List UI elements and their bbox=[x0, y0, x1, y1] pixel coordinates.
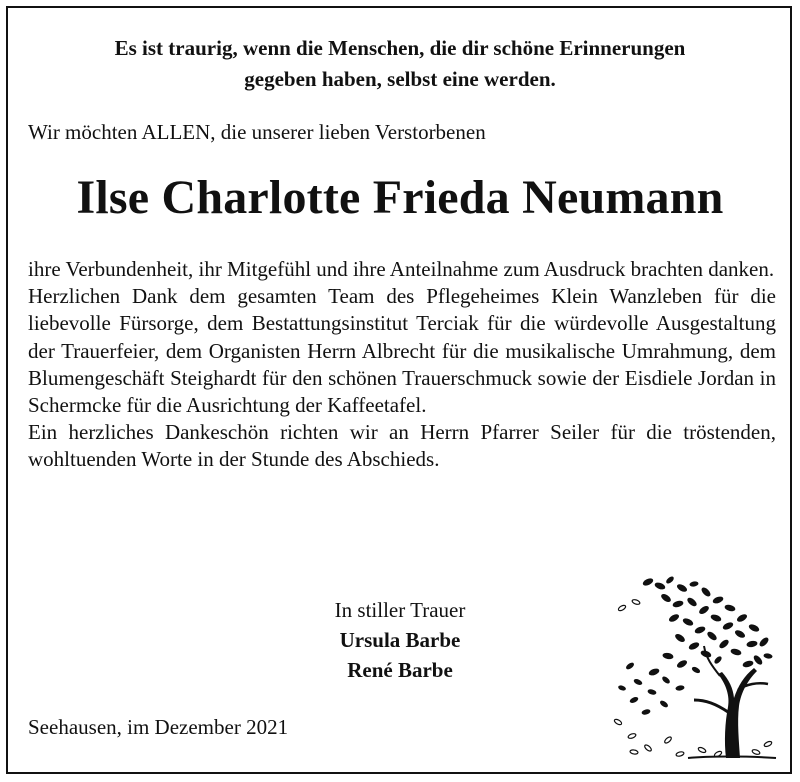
place-date: Seehausen, im Dezember 2021 bbox=[28, 715, 289, 739]
intro-text: Wir möchten ALLEN, die unserer lieben Verstorbenen bbox=[28, 120, 486, 144]
signature-name-1: Ursula Barbe bbox=[339, 628, 461, 652]
signature-name-2: René Barbe bbox=[347, 658, 453, 682]
body-paragraph-3: Ein herzliches Dankeschön richten wir an Herrn Pfarrer Seiler für die tröstenden, wohltuenden Worte in der Stunde des Abschieds. bbox=[28, 420, 776, 472]
quote-line-1: Es ist traurig, wenn die Menschen, die dir schöne Erinnerungen bbox=[114, 36, 686, 60]
signature-block bbox=[250, 595, 550, 685]
signature-heading: In stiller Trauer bbox=[334, 598, 466, 622]
body-text bbox=[28, 256, 776, 474]
tree-with-falling-leaves-icon bbox=[608, 572, 780, 762]
deceased-name: Ilse Charlotte Frieda Neumann bbox=[76, 171, 724, 224]
quote-block bbox=[0, 33, 800, 95]
body-paragraph-1: ihre Verbundenheit, ihr Mitgefühl und ihre Anteilnahme zum Ausdruck brachten danken. bbox=[28, 257, 775, 281]
body-paragraph-2: Herzlichen Dank dem gesamten Team des Pflegeheimes Klein Wanzleben für die liebevolle Fürsorge, dem Bestattungsinstitut Terciak für die würdevolle Ausgestaltung der Trauerfeier, dem Organisten Herrn Albrecht für die musikalische Umrahmung, dem Blumengeschäft Steighardt für den schönen Trauerschmuck sowie der Eisdiele Jordan in Schermcke für die Ausrichtung der Kaffeetafel. bbox=[28, 284, 776, 418]
quote-line-2: gegeben haben, selbst eine werden. bbox=[244, 67, 556, 91]
